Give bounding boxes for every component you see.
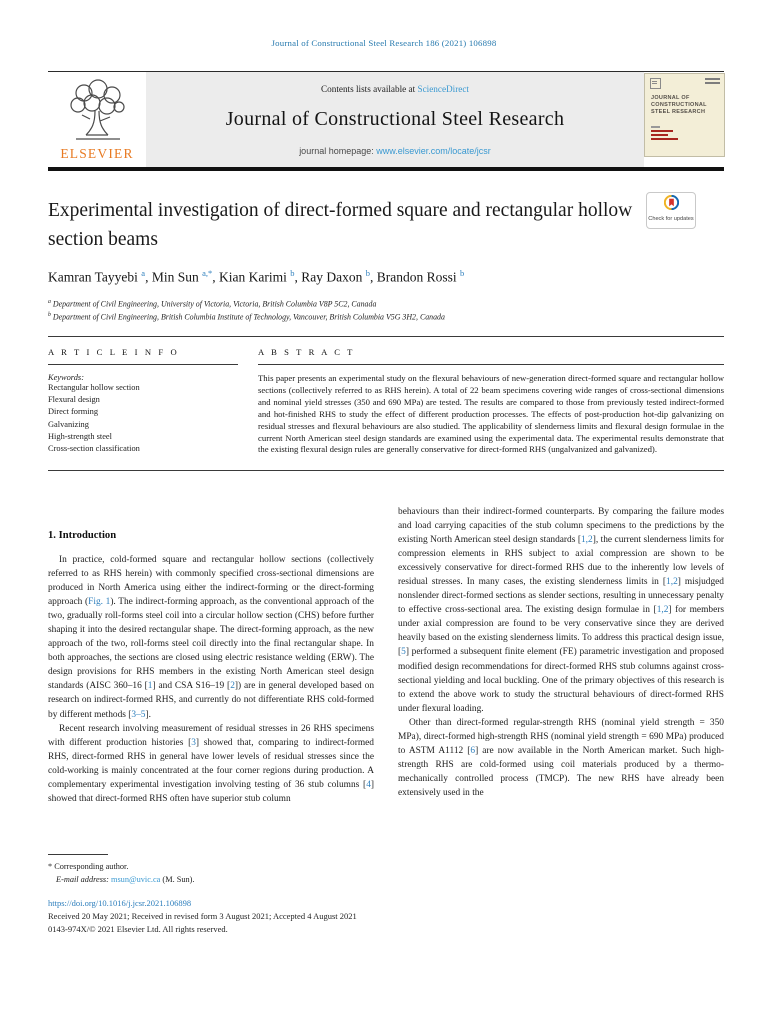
check-for-updates-badge[interactable] (646, 192, 696, 229)
journal-homepage-link[interactable]: www.elsevier.com/locate/jcsr (376, 146, 491, 156)
inline-reference-link[interactable]: 2 (230, 681, 235, 692)
journal-header (48, 71, 724, 168)
article-info-column (48, 337, 238, 456)
keyword-item: High-strength steel (48, 431, 112, 441)
journal-banner (146, 72, 644, 168)
author-affiliation-superscript[interactable]: a,* (202, 268, 213, 278)
abstract-heading: A B S T R A C T (258, 347, 724, 365)
keywords-list (48, 382, 238, 455)
footnote-separator (48, 854, 108, 855)
affiliation-line: $^b$ Department of Civil Engineering, British Columbia Institute of Technology, Vancouver, British Columbia V5G 3H2, Canada (48, 312, 445, 322)
corresponding-author-footnote (48, 854, 378, 886)
email-label: E-mail address: (56, 874, 111, 884)
affiliation-superscript: a (48, 299, 51, 305)
inline-reference-link[interactable]: 3–5 (131, 709, 146, 720)
journal-citation: Journal of Constructional Steel Research 186 (2021) 106898 (271, 38, 497, 48)
author-affiliation-superscript[interactable]: b (290, 268, 295, 278)
header-rule (48, 167, 724, 171)
journal-cover-image (644, 73, 725, 157)
abstract-column (258, 337, 724, 456)
elsevier-logo[interactable] (48, 72, 146, 168)
body-paragraph: Other than direct-formed regular-strength RHS (nominal yield strength = 350 MPa), direct-formed high-strength RHS (nominal yield strength = 690 MPa) produced to ASTM A1112 [6] are now available in the North American market. Such high-strength RHS are cold-formed using coil materials produced by a thermo-mechanically controlled process (TMCP). The new RHS have already been extensively used in the (398, 717, 724, 798)
homepage-label: journal homepage: (299, 146, 377, 156)
journal-title: Journal of Constructional Steel Research (225, 108, 565, 130)
keyword-item: Flexural design (48, 395, 100, 405)
author-affiliation-superscript[interactable]: a (141, 268, 146, 278)
doi-link[interactable]: https://doi.org/10.1016/j.jcsr.2021.106898 (48, 898, 192, 908)
cover-title: JOURNAL OF CONSTRUCTIONAL STEEL RESEARCH (651, 95, 707, 115)
cover-editor-lines (651, 126, 678, 142)
left-column-paragraphs (48, 553, 374, 806)
body-column-left (48, 500, 374, 806)
affiliations (48, 297, 708, 323)
inline-reference-link[interactable]: 3 (191, 737, 196, 748)
contents-lists-line (146, 84, 644, 94)
inline-reference-link[interactable]: 1,2 (656, 605, 669, 616)
inline-reference-link[interactable]: 1,2 (580, 535, 593, 546)
author-affiliation-superscript[interactable]: b (459, 268, 465, 278)
corresponding-author-text: * Corresponding author. (48, 862, 129, 871)
abstract-text: This paper presents an experimental study on the flexural behaviours of new-generation direct-formed square and rectangular hollow sections (collectively referred to as RHS herein). A total of 22 beam specimens covering wide ranges of cross-sectional dimensions and nominal yield stresses (350 and 690 MPa) are tested. The results are compared to those from previously tested indirect-formed and hot-finished RHS to study the effect of different production processes. The effects of post-production hot-dip galvanizing on residual stresses and flexural behaviours are also studied. The applicability of slenderness limits and flexural design formulae in the current North American steel design standards are examined using the experimental data. The experimental results demonstrate that the existing flexural design rules are generally conservative for direct-formed RHS (ungalvanized and galvanized). (258, 373, 724, 455)
body-paragraph: behaviours than their indirect-formed counterparts. By comparing the failure modes and load carrying capacities of the stub column specimens to the predictions by the existing North American steel design standards [1,2], the current slenderness limits for compression elements in RHS subject to axial compression are shown to be excessively conservative for direct-formed RHS due to the inherently low levels of residual stresses. In many cases, the existing slenderness limits in [1,2] misjudged nonslender direct-formed sections as slender sections, resulting in unnecessary penalty to effective cross-sectional area. The existing design formulae in [1,2] for members under axial compression are found to be very conservative since they are derived heavily based on the existing slenderness limits. To address this practical design issue, [5] performed a subsequent finite element (FE) parametric investigation and proposed modified design recommendations for direct-formed RHS stub columns against cross-sectional yielding and local buckling. One of the primary objectives of this research is to extend the above work to study the structural behaviours of direct-formed RHS under flexural loading. (398, 507, 725, 714)
keywords-label: Keywords: (48, 373, 84, 382)
crossmark-icon (664, 195, 679, 210)
inline-reference-link[interactable]: 1 (147, 681, 153, 692)
article-info-heading: A R T I C L E I N F O (48, 347, 238, 365)
inline-reference-link[interactable]: Fig. 1 (88, 597, 111, 608)
inline-reference-link[interactable]: 5 (401, 647, 406, 658)
email-line (48, 874, 378, 887)
received-dates: Received 20 May 2021; Received in revised form 3 August 2021; Accepted 4 August 2021 (48, 911, 357, 921)
cover-issue-info (705, 78, 720, 86)
keyword-item: Cross-section classification (48, 444, 140, 454)
body-column-right (398, 500, 724, 800)
elsevier-tree-icon (62, 79, 132, 147)
keyword-item: Direct forming (48, 407, 99, 417)
check-for-updates-label: Check for updates (648, 216, 694, 222)
keyword-item: Rectangular hollow section (48, 383, 140, 392)
keyword-item: Galvanizing (48, 419, 89, 429)
article-info-abstract-block (48, 336, 724, 471)
author-list: Kamran Tayyebi $^a$, Min Sun $^{a,*}$, Kian Karimi $^b$, Ray Daxon $^b$, Brandon Rossi $^b$ (48, 268, 465, 285)
affiliation-line: $^a$ Department of Civil Engineering, University of Victoria, Victoria, British Columbia V8P 5C2, Canada (48, 299, 377, 309)
right-column-paragraphs (398, 505, 724, 800)
issn-copyright: 0143-974X/© 2021 Elsevier Ltd. All rights reserved. (48, 924, 228, 934)
email-link[interactable]: msun@uvic.ca (111, 874, 161, 884)
section-heading-introduction: 1. Introduction (48, 530, 117, 541)
cover-publisher-mark (650, 78, 661, 89)
article-title: Experimental investigation of direct-formed square and rectangular hollow section beams (48, 200, 633, 250)
contents-lists-text: Contents lists available at (321, 84, 418, 94)
journal-homepage-line (146, 146, 644, 156)
body-paragraph: Recent research involving measurement of residual stresses in 26 RHS specimens with different production histories [3] showed that, comparing to indirect-formed RHS, direct-formed RHS in general have lower levels of residual stresses since the cold-working is mainly concentrated at the four corner regions during production. A complementary experimental investigation involving testing of 36 stub columns [4] showed that direct-formed RHS often have superior stub column (48, 723, 374, 804)
sciencedirect-link[interactable]: ScienceDirect (417, 84, 469, 94)
email-suffix: (M. Sun). (160, 874, 195, 884)
inline-reference-link[interactable]: 6 (470, 745, 476, 756)
journal-cover-thumbnail[interactable] (644, 72, 724, 168)
body-paragraph: In practice, cold-formed square and rectangular hollow sections (collectively referred to as RHS herein) with commonly specified cross-sectional dimensions are produced in North America using either the indirect-forming or the direct-forming approach (Fig. 1). The indirect-forming approach, as the conventional approach of the two, gradually roll-forms steel coil into a circular hollow section (CHS) before further shaping it into the desired rectangular shape. The direct-forming approach, as the new approach of the two, roll-forms steel coil directly into the final rectangular shape. In both approaches, the sections are closed using electric resistance welding (ERW). The design provisions for RHS members in the existing North American steel design standards (AISC 360–16 [1] and CSA S16–19 [2]) are in general developed based on research on indirect-formed RHS, and currently do not differentiate RHS cold-formed by different methods [3–5]. (48, 555, 375, 720)
elsevier-logo-text: ELSEVIER (60, 146, 134, 161)
inline-reference-link[interactable]: 1,2 (666, 577, 678, 588)
inline-reference-link[interactable]: 4 (366, 779, 371, 790)
affiliation-superscript: b (48, 312, 51, 319)
author-affiliation-superscript[interactable]: b (365, 268, 370, 278)
